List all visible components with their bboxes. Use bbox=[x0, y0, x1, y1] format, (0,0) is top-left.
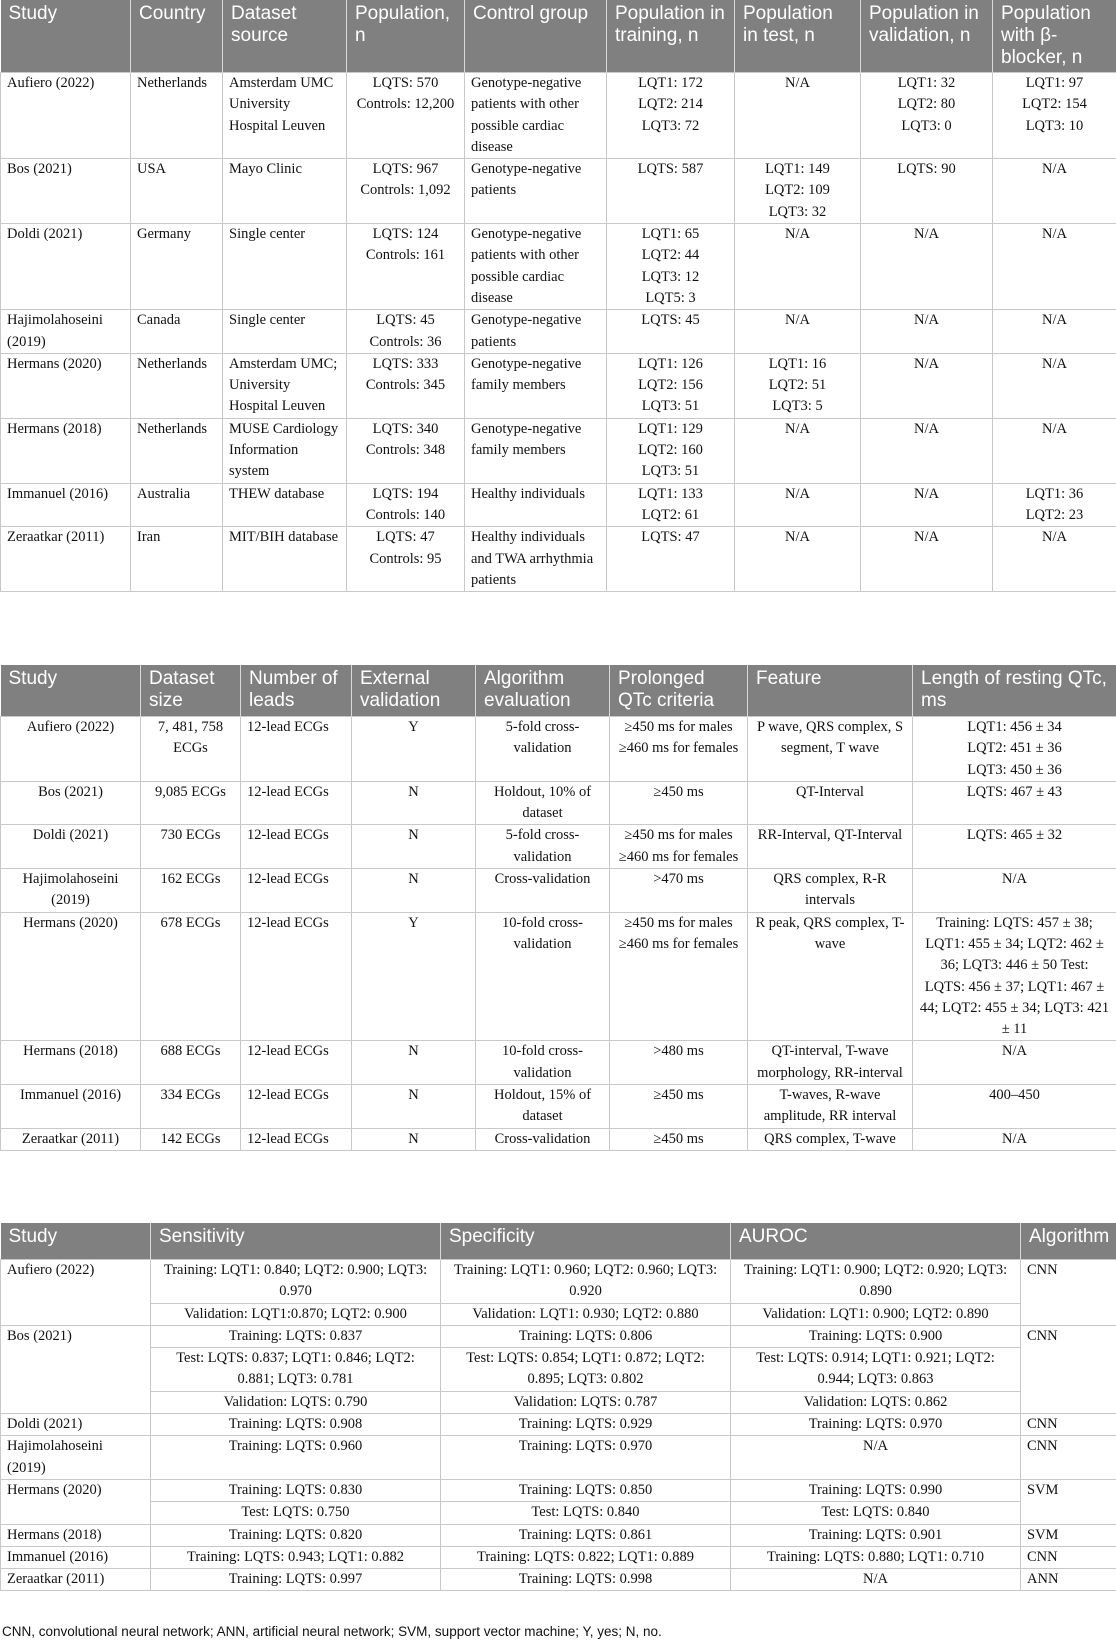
test-cell: LQT1: 16 LQT2: 51 LQT3: 5 bbox=[735, 353, 861, 418]
specificity-cell: Validation: LQT1: 0.930; LQT2: 0.880 bbox=[441, 1303, 731, 1325]
study-cell: Bos (2021) bbox=[1, 159, 131, 224]
table-footnote: CNN, convolutional neural network; ANN, artificial neural network; SVM, support vector machine; Y, yes; N, no. bbox=[2, 1624, 662, 1639]
training-cell: LQT1: 133 LQT2: 61 bbox=[607, 483, 735, 527]
table-row bbox=[1, 1348, 1116, 1392]
evaluation-cell: 10-fold cross-validation bbox=[476, 1041, 610, 1085]
algorithm-cell: CNN bbox=[1021, 1436, 1116, 1480]
training-cell: LQTS: 47 bbox=[607, 527, 735, 592]
table-row bbox=[1, 159, 1116, 224]
validation-cell: N/A bbox=[861, 527, 993, 592]
study-cell: Hermans (2020) bbox=[1, 912, 141, 1041]
control-group-cell: Genotype-negative family members bbox=[465, 418, 607, 483]
specificity-cell: Training: LQTS: 0.861 bbox=[441, 1524, 731, 1546]
beta-blocker-cell: LQT1: 36 LQT2: 23 bbox=[993, 483, 1116, 527]
study-cell: Hermans (2018) bbox=[1, 1041, 141, 1085]
column-header: Dataset size bbox=[141, 665, 241, 717]
beta-blocker-cell: N/A bbox=[993, 159, 1116, 224]
sensitivity-cell: Validation: LQTS: 0.790 bbox=[151, 1391, 441, 1413]
specificity-cell: Training: LQTS: 0.822; LQT1: 0.889 bbox=[441, 1546, 731, 1568]
country-cell: Netherlands bbox=[131, 73, 223, 159]
table-row bbox=[1, 1546, 1116, 1568]
qtc-length-cell: N/A bbox=[913, 869, 1116, 913]
qtc-criteria-cell: ≥450 ms bbox=[610, 1085, 748, 1129]
column-header: Length of resting QTc, ms bbox=[913, 665, 1116, 717]
auroc-cell: Test: LQTS: 0.840 bbox=[731, 1502, 1021, 1524]
table-row bbox=[1, 1569, 1116, 1591]
evaluation-cell: Cross-validation bbox=[476, 1128, 610, 1150]
sensitivity-cell: Training: LQTS: 0.943; LQT1: 0.882 bbox=[151, 1546, 441, 1568]
table-row bbox=[1, 1041, 1116, 1085]
dataset-size-cell: 678 ECGs bbox=[141, 912, 241, 1041]
table-row bbox=[1, 869, 1116, 913]
country-cell: Germany bbox=[131, 224, 223, 310]
qtc-criteria-cell: ≥450 ms for males ≥460 ms for females bbox=[610, 825, 748, 869]
table-row bbox=[1, 224, 1116, 310]
qtc-criteria-cell: >470 ms bbox=[610, 869, 748, 913]
dataset-size-cell: 9,085 ECGs bbox=[141, 781, 241, 825]
sensitivity-cell: Training: LQTS: 0.960 bbox=[151, 1436, 441, 1480]
beta-blocker-cell: N/A bbox=[993, 527, 1116, 592]
table-row bbox=[1, 1502, 1116, 1524]
sensitivity-cell: Test: LQTS: 0.750 bbox=[151, 1502, 441, 1524]
external-validation-cell: Y bbox=[352, 912, 476, 1041]
column-header: Specificity bbox=[441, 1223, 731, 1260]
algorithm-cell: CNN bbox=[1021, 1325, 1116, 1413]
study-cell: Aufiero (2022) bbox=[1, 73, 131, 159]
leads-cell: 12-lead ECGs bbox=[241, 912, 352, 1041]
table-row bbox=[1, 1303, 1116, 1325]
leads-cell: 12-lead ECGs bbox=[241, 1128, 352, 1150]
column-header: Population in training, n bbox=[607, 0, 735, 73]
specificity-cell: Training: LQTS: 0.850 bbox=[441, 1479, 731, 1501]
dataset-size-cell: 7, 481, 758 ECGs bbox=[141, 717, 241, 782]
evaluation-cell: 10-fold cross-validation bbox=[476, 912, 610, 1041]
column-header: Control group bbox=[465, 0, 607, 73]
training-cell: LQTS: 587 bbox=[607, 159, 735, 224]
column-header: Study bbox=[1, 0, 131, 73]
performance-metrics-table bbox=[0, 1223, 1116, 1591]
validation-cell: N/A bbox=[861, 483, 993, 527]
qtc-criteria-cell: ≥450 ms bbox=[610, 1128, 748, 1150]
beta-blocker-cell: N/A bbox=[993, 418, 1116, 483]
table-row bbox=[1, 1260, 1116, 1304]
country-cell: Netherlands bbox=[131, 418, 223, 483]
specificity-cell: Training: LQTS: 0.998 bbox=[441, 1569, 731, 1591]
control-group-cell: Genotype-negative patients bbox=[465, 159, 607, 224]
study-cell: Hajimolahoseini (2019) bbox=[1, 1436, 151, 1480]
training-cell: LQT1: 65 LQT2: 44 LQT3: 12 LQT5: 3 bbox=[607, 224, 735, 310]
external-validation-cell: N bbox=[352, 869, 476, 913]
column-header: Dataset source bbox=[223, 0, 347, 73]
dataset-source-cell: Single center bbox=[223, 224, 347, 310]
evaluation-cell: 5-fold cross-validation bbox=[476, 717, 610, 782]
specificity-cell: Training: LQTS: 0.970 bbox=[441, 1436, 731, 1480]
auroc-cell: Test: LQTS: 0.914; LQT1: 0.921; LQT2: 0.944; LQT3: 0.863 bbox=[731, 1348, 1021, 1392]
beta-blocker-cell: N/A bbox=[993, 310, 1116, 354]
study-cell: Bos (2021) bbox=[1, 781, 141, 825]
auroc-cell: Training: LQTS: 0.900 bbox=[731, 1325, 1021, 1347]
study-cell: Doldi (2021) bbox=[1, 1414, 151, 1436]
study-cell: Doldi (2021) bbox=[1, 825, 141, 869]
qtc-criteria-cell: ≥450 ms bbox=[610, 781, 748, 825]
qtc-length-cell: LQT1: 456 ± 34 LQT2: 451 ± 36 LQT3: 450 ± 36 bbox=[913, 717, 1116, 782]
control-group-cell: Healthy individuals and TWA arrhythmia patients bbox=[465, 527, 607, 592]
auroc-cell: Validation: LQT1: 0.900; LQT2: 0.890 bbox=[731, 1303, 1021, 1325]
dataset-source-cell: MUSE Cardiology Information system bbox=[223, 418, 347, 483]
external-validation-cell: N bbox=[352, 1041, 476, 1085]
feature-cell: P wave, QRS complex, S segment, T wave bbox=[748, 717, 913, 782]
auroc-cell: Training: LQT1: 0.900; LQT2: 0.920; LQT3: 0.890 bbox=[731, 1260, 1021, 1304]
dataset-source-cell: MIT/BIH database bbox=[223, 527, 347, 592]
study-cell: Bos (2021) bbox=[1, 1325, 151, 1413]
table-row bbox=[1, 310, 1116, 354]
validation-cell: N/A bbox=[861, 310, 993, 354]
test-cell: N/A bbox=[735, 224, 861, 310]
evaluation-cell: Holdout, 10% of dataset bbox=[476, 781, 610, 825]
leads-cell: 12-lead ECGs bbox=[241, 869, 352, 913]
feature-cell: T-waves, R-wave amplitude, RR interval bbox=[748, 1085, 913, 1129]
control-group-cell: Genotype-negative patients with other possible cardiac disease bbox=[465, 73, 607, 159]
dataset-size-cell: 334 ECGs bbox=[141, 1085, 241, 1129]
qtc-length-cell: LQTS: 465 ± 32 bbox=[913, 825, 1116, 869]
validation-cell: N/A bbox=[861, 353, 993, 418]
specificity-cell: Test: LQTS: 0.854; LQT1: 0.872; LQT2: 0.895; LQT3: 0.802 bbox=[441, 1348, 731, 1392]
qtc-criteria-cell: ≥450 ms for males ≥460 ms for females bbox=[610, 912, 748, 1041]
dataset-source-cell: Single center bbox=[223, 310, 347, 354]
population-cell: LQTS: 570 Controls: 12,200 bbox=[347, 73, 465, 159]
column-header: Population with β-blocker, n bbox=[993, 0, 1116, 73]
leads-cell: 12-lead ECGs bbox=[241, 1041, 352, 1085]
dataset-source-cell: Amsterdam UMC; University Hospital Leuven bbox=[223, 353, 347, 418]
population-cell: LQTS: 124 Controls: 161 bbox=[347, 224, 465, 310]
dataset-size-cell: 688 ECGs bbox=[141, 1041, 241, 1085]
table-row bbox=[1, 483, 1116, 527]
test-cell: N/A bbox=[735, 73, 861, 159]
column-header: Number of leads bbox=[241, 665, 352, 717]
column-header: Study bbox=[1, 1223, 151, 1260]
table-row bbox=[1, 527, 1116, 592]
leads-cell: 12-lead ECGs bbox=[241, 825, 352, 869]
validation-cell: LQTS: 90 bbox=[861, 159, 993, 224]
table-row bbox=[1, 1085, 1116, 1129]
column-header: AUROC bbox=[731, 1223, 1021, 1260]
external-validation-cell: Y bbox=[352, 717, 476, 782]
qtc-length-cell: LQTS: 467 ± 43 bbox=[913, 781, 1116, 825]
specificity-cell: Training: LQT1: 0.960; LQT2: 0.960; LQT3: 0.920 bbox=[441, 1260, 731, 1304]
qtc-length-cell: Training: LQTS: 457 ± 38; LQT1: 455 ± 34; LQT2: 462 ± 36; LQT3: 446 ± 50 Test: LQTS: 456 ± 37; LQT1: 467 ± 44; LQT2: 455 ± 34; LQT3: 421 ± 11 bbox=[913, 912, 1116, 1041]
auroc-cell: N/A bbox=[731, 1569, 1021, 1591]
auroc-cell: N/A bbox=[731, 1436, 1021, 1480]
study-cell: Hermans (2020) bbox=[1, 1479, 151, 1524]
validation-cell: N/A bbox=[861, 418, 993, 483]
table-row bbox=[1, 353, 1116, 418]
validation-cell: LQT1: 32 LQT2: 80 LQT3: 0 bbox=[861, 73, 993, 159]
sensitivity-cell: Validation: LQT1:0.870; LQT2: 0.900 bbox=[151, 1303, 441, 1325]
population-cell: LQTS: 45 Controls: 36 bbox=[347, 310, 465, 354]
sensitivity-cell: Training: LQTS: 0.820 bbox=[151, 1524, 441, 1546]
control-group-cell: Healthy individuals bbox=[465, 483, 607, 527]
study-cell: Zeraatkar (2011) bbox=[1, 527, 131, 592]
population-cell: LQTS: 967 Controls: 1,092 bbox=[347, 159, 465, 224]
external-validation-cell: N bbox=[352, 781, 476, 825]
external-validation-cell: N bbox=[352, 825, 476, 869]
algorithm-cell: CNN bbox=[1021, 1414, 1116, 1436]
column-header: Prolonged QTc criteria bbox=[610, 665, 748, 717]
column-header: Study bbox=[1, 665, 141, 717]
sensitivity-cell: Training: LQT1: 0.840; LQT2: 0.900; LQT3: 0.970 bbox=[151, 1260, 441, 1304]
table-row bbox=[1, 1479, 1116, 1501]
validation-cell: N/A bbox=[861, 224, 993, 310]
study-characteristics-table bbox=[0, 0, 1116, 592]
table-row bbox=[1, 1414, 1116, 1436]
study-cell: Hermans (2020) bbox=[1, 353, 131, 418]
country-cell: Iran bbox=[131, 527, 223, 592]
table-row bbox=[1, 418, 1116, 483]
table-row bbox=[1, 73, 1116, 159]
training-cell: LQT1: 172 LQT2: 214 LQT3: 72 bbox=[607, 73, 735, 159]
sensitivity-cell: Training: LQTS: 0.908 bbox=[151, 1414, 441, 1436]
feature-cell: QT-interval, T-wave morphology, RR-interval bbox=[748, 1041, 913, 1085]
sensitivity-cell: Training: LQTS: 0.997 bbox=[151, 1569, 441, 1591]
sensitivity-cell: Test: LQTS: 0.837; LQT1: 0.846; LQT2: 0.881; LQT3: 0.781 bbox=[151, 1348, 441, 1392]
table-header-row bbox=[1, 1223, 1116, 1260]
qtc-criteria-cell: >480 ms bbox=[610, 1041, 748, 1085]
table-row bbox=[1, 1391, 1116, 1413]
control-group-cell: Genotype-negative patients with other possible cardiac disease bbox=[465, 224, 607, 310]
table-header-row bbox=[1, 665, 1116, 717]
algorithm-cell: CNN bbox=[1021, 1546, 1116, 1568]
control-group-cell: Genotype-negative family members bbox=[465, 353, 607, 418]
study-cell: Hajimolahoseini (2019) bbox=[1, 310, 131, 354]
algorithm-details-table bbox=[0, 665, 1116, 1151]
leads-cell: 12-lead ECGs bbox=[241, 1085, 352, 1129]
algorithm-cell: ANN bbox=[1021, 1569, 1116, 1591]
qtc-criteria-cell: ≥450 ms for males ≥460 ms for females bbox=[610, 717, 748, 782]
specificity-cell: Test: LQTS: 0.840 bbox=[441, 1502, 731, 1524]
auroc-cell: Validation: LQTS: 0.862 bbox=[731, 1391, 1021, 1413]
evaluation-cell: Holdout, 15% of dataset bbox=[476, 1085, 610, 1129]
feature-cell: R peak, QRS complex, T-wave bbox=[748, 912, 913, 1041]
country-cell: USA bbox=[131, 159, 223, 224]
sensitivity-cell: Training: LQTS: 0.830 bbox=[151, 1479, 441, 1501]
test-cell: LQT1: 149 LQT2: 109 LQT3: 32 bbox=[735, 159, 861, 224]
column-header: Sensitivity bbox=[151, 1223, 441, 1260]
auroc-cell: Training: LQTS: 0.880; LQT1: 0.710 bbox=[731, 1546, 1021, 1568]
column-header: Population in test, n bbox=[735, 0, 861, 73]
study-cell: Hajimolahoseini (2019) bbox=[1, 869, 141, 913]
training-cell: LQT1: 126 LQT2: 156 LQT3: 51 bbox=[607, 353, 735, 418]
column-header: Feature bbox=[748, 665, 913, 717]
country-cell: Australia bbox=[131, 483, 223, 527]
dataset-size-cell: 730 ECGs bbox=[141, 825, 241, 869]
evaluation-cell: Cross-validation bbox=[476, 869, 610, 913]
dataset-source-cell: THEW database bbox=[223, 483, 347, 527]
column-header: Algorithm evaluation bbox=[476, 665, 610, 717]
population-cell: LQTS: 47 Controls: 95 bbox=[347, 527, 465, 592]
table-row bbox=[1, 825, 1116, 869]
algorithm-cell: CNN bbox=[1021, 1260, 1116, 1326]
algorithm-cell: SVM bbox=[1021, 1524, 1116, 1546]
table-row bbox=[1, 1128, 1116, 1150]
leads-cell: 12-lead ECGs bbox=[241, 717, 352, 782]
feature-cell: RR-Interval, QT-Interval bbox=[748, 825, 913, 869]
column-header: Algorithm bbox=[1021, 1223, 1116, 1260]
test-cell: N/A bbox=[735, 527, 861, 592]
evaluation-cell: 5-fold cross-validation bbox=[476, 825, 610, 869]
qtc-length-cell: 400–450 bbox=[913, 1085, 1116, 1129]
column-header: External validation bbox=[352, 665, 476, 717]
population-cell: LQTS: 194 Controls: 140 bbox=[347, 483, 465, 527]
study-cell: Aufiero (2022) bbox=[1, 717, 141, 782]
qtc-length-cell: N/A bbox=[913, 1128, 1116, 1150]
column-header: Population in validation, n bbox=[861, 0, 993, 73]
study-cell: Immanuel (2016) bbox=[1, 483, 131, 527]
feature-cell: QRS complex, T-wave bbox=[748, 1128, 913, 1150]
study-cell: Hermans (2018) bbox=[1, 1524, 151, 1546]
country-cell: Canada bbox=[131, 310, 223, 354]
study-cell: Doldi (2021) bbox=[1, 224, 131, 310]
dataset-source-cell: Mayo Clinic bbox=[223, 159, 347, 224]
table-row bbox=[1, 1325, 1116, 1347]
dataset-size-cell: 162 ECGs bbox=[141, 869, 241, 913]
country-cell: Netherlands bbox=[131, 353, 223, 418]
column-header: Population, n bbox=[347, 0, 465, 73]
beta-blocker-cell: LQT1: 97 LQT2: 154 LQT3: 10 bbox=[993, 73, 1116, 159]
table-row bbox=[1, 717, 1116, 782]
table-row bbox=[1, 781, 1116, 825]
study-cell: Zeraatkar (2011) bbox=[1, 1128, 141, 1150]
external-validation-cell: N bbox=[352, 1085, 476, 1129]
study-cell: Zeraatkar (2011) bbox=[1, 1569, 151, 1591]
dataset-size-cell: 142 ECGs bbox=[141, 1128, 241, 1150]
dataset-source-cell: Amsterdam UMC University Hospital Leuven bbox=[223, 73, 347, 159]
training-cell: LQTS: 45 bbox=[607, 310, 735, 354]
study-cell: Immanuel (2016) bbox=[1, 1546, 151, 1568]
beta-blocker-cell: N/A bbox=[993, 224, 1116, 310]
algorithm-cell: SVM bbox=[1021, 1479, 1116, 1524]
auroc-cell: Training: LQTS: 0.970 bbox=[731, 1414, 1021, 1436]
table-row bbox=[1, 1436, 1116, 1480]
table-row bbox=[1, 912, 1116, 1041]
table-header-row bbox=[1, 0, 1116, 73]
study-cell: Immanuel (2016) bbox=[1, 1085, 141, 1129]
sensitivity-cell: Training: LQTS: 0.837 bbox=[151, 1325, 441, 1347]
training-cell: LQT1: 129 LQT2: 160 LQT3: 51 bbox=[607, 418, 735, 483]
study-cell: Hermans (2018) bbox=[1, 418, 131, 483]
column-header: Country bbox=[131, 0, 223, 73]
auroc-cell: Training: LQTS: 0.901 bbox=[731, 1524, 1021, 1546]
external-validation-cell: N bbox=[352, 1128, 476, 1150]
population-cell: LQTS: 333 Controls: 345 bbox=[347, 353, 465, 418]
leads-cell: 12-lead ECGs bbox=[241, 781, 352, 825]
feature-cell: QRS complex, R-R intervals bbox=[748, 869, 913, 913]
study-cell: Aufiero (2022) bbox=[1, 1260, 151, 1326]
test-cell: N/A bbox=[735, 418, 861, 483]
control-group-cell: Genotype-negative patients bbox=[465, 310, 607, 354]
auroc-cell: Training: LQTS: 0.990 bbox=[731, 1479, 1021, 1501]
qtc-length-cell: N/A bbox=[913, 1041, 1116, 1085]
specificity-cell: Training: LQTS: 0.929 bbox=[441, 1414, 731, 1436]
test-cell: N/A bbox=[735, 310, 861, 354]
table-row bbox=[1, 1524, 1116, 1546]
test-cell: N/A bbox=[735, 483, 861, 527]
specificity-cell: Training: LQTS: 0.806 bbox=[441, 1325, 731, 1347]
population-cell: LQTS: 340 Controls: 348 bbox=[347, 418, 465, 483]
beta-blocker-cell: N/A bbox=[993, 353, 1116, 418]
feature-cell: QT-Interval bbox=[748, 781, 913, 825]
specificity-cell: Validation: LQTS: 0.787 bbox=[441, 1391, 731, 1413]
